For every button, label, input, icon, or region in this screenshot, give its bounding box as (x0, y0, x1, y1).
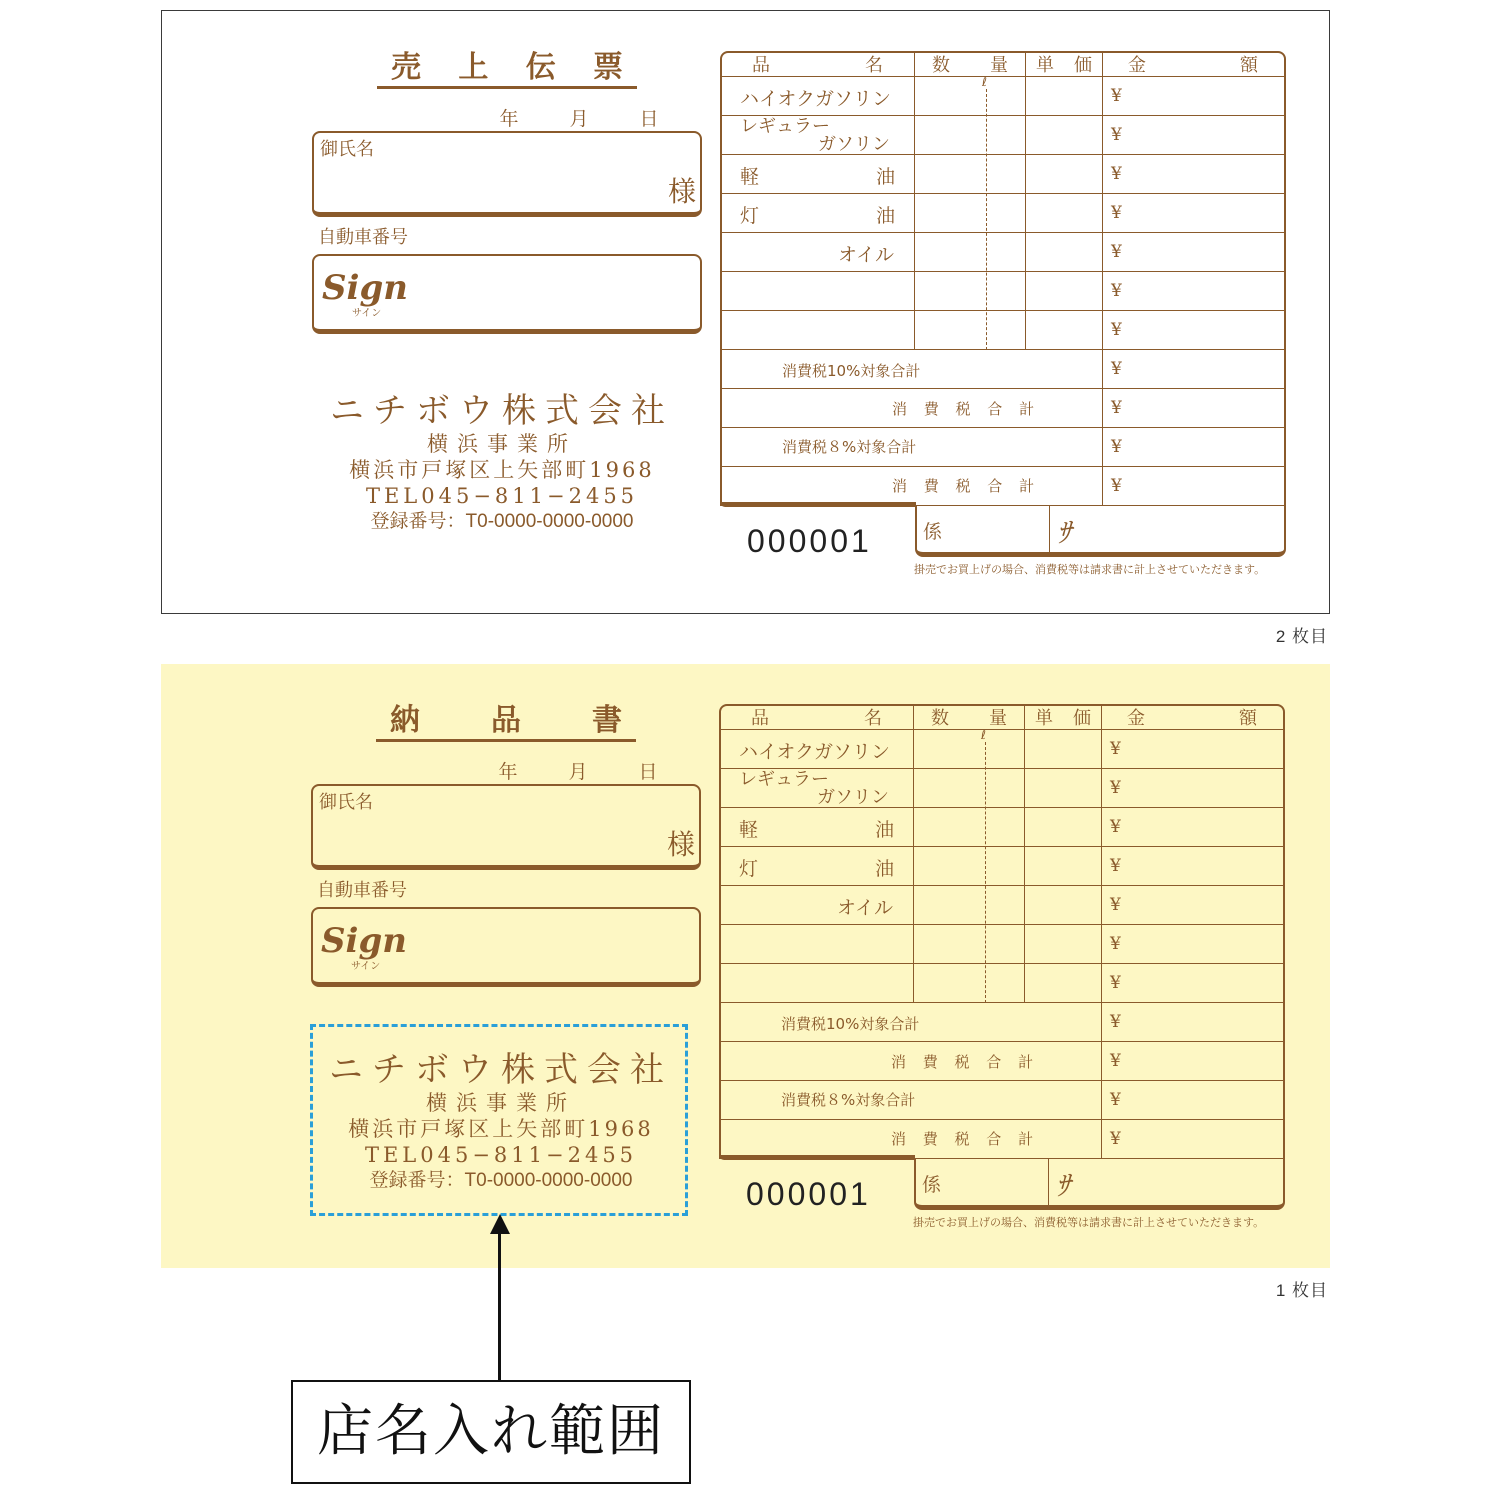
yen-mark: ¥ (1110, 817, 1121, 837)
sign-word: Sign (321, 921, 407, 961)
staff-stamp-mark: ｻ (1057, 516, 1072, 549)
table-row[interactable] (719, 886, 1285, 925)
table-row[interactable] (719, 808, 1285, 847)
company-tel: TEL045−811−2455 (365, 484, 639, 508)
item-regular: レギュラー (739, 769, 829, 790)
day-label: 日 (638, 761, 658, 783)
yen-mark: ¥ (1110, 1012, 1121, 1032)
company-block (311, 1050, 691, 1194)
liter-mark: ℓ (982, 75, 987, 89)
column-divider (1024, 704, 1025, 1003)
yen-mark: ¥ (1110, 778, 1121, 798)
yen-mark: ¥ (1110, 1051, 1121, 1071)
item-kerosene: 灯 (739, 858, 759, 880)
office-name: 横浜事業所 (426, 1091, 576, 1115)
header-amount: 金 (1127, 708, 1145, 729)
title-char: 品 (491, 703, 521, 738)
table-bottom-edge (719, 1155, 915, 1160)
header-item: 名 (864, 708, 882, 729)
customer-name-field[interactable] (311, 784, 701, 870)
yen-mark: ¥ (1111, 437, 1122, 457)
item-regular: ガソリン (817, 787, 889, 808)
item-regular: ガソリン (818, 134, 890, 155)
tax-total-label: 消 費 税 合 計 (891, 1130, 1040, 1148)
year-label: 年 (499, 108, 519, 130)
form-title (376, 704, 636, 742)
tax-total-label: 消 費 税 合 計 (892, 400, 1041, 418)
header-amount: 額 (1240, 55, 1258, 76)
company-address: 横浜市戸塚区上矢部町1968 (348, 1117, 654, 1141)
decimal-divider (985, 742, 986, 1003)
tax-total-label: 消 費 税 合 計 (891, 1053, 1040, 1071)
footnote: 掛売でお買上げの場合、消費税等は請求書に計上させていただきます。 (914, 563, 1266, 576)
header-unit-price: 単 (1036, 55, 1054, 76)
sheet-label-1: 1 枚目 (1275, 1281, 1328, 1300)
header-amount: 額 (1239, 708, 1257, 729)
title-char: 票 (592, 50, 623, 85)
header-unit-price: 価 (1073, 708, 1091, 729)
table-row[interactable] (720, 272, 1286, 311)
staff-label: 係 (923, 521, 943, 543)
item-high-octane: ハイオクガソリン (740, 88, 892, 110)
decimal-divider (986, 89, 987, 350)
staff-divider (1049, 505, 1050, 552)
company-name: ニチボウ株式会社 (330, 391, 674, 431)
table-row[interactable] (720, 194, 1286, 233)
sales-slip-sheet (161, 10, 1330, 614)
tax8-subtotal-label: 消費税８%対象合計 (781, 1091, 916, 1109)
company-name: ニチボウ株式会社 (329, 1050, 673, 1090)
header-unit-price: 単 (1035, 708, 1053, 729)
shop-name-area-callout: 店名入れ範囲 (291, 1380, 691, 1484)
staff-box[interactable] (914, 1158, 1285, 1210)
column-divider (1025, 51, 1026, 350)
car-number-label: 自動車番号 (318, 227, 408, 248)
item-light-oil: 油 (876, 166, 896, 188)
date-line (474, 104, 684, 131)
tax-total-label: 消 費 税 合 計 (892, 477, 1041, 495)
registration-number: 登録番号：T0-0000-0000-0000 (370, 511, 634, 532)
honorific: 様 (667, 175, 696, 208)
customer-name-field[interactable] (312, 131, 702, 217)
company-block (312, 391, 692, 535)
header-qty: 数 (931, 708, 949, 729)
title-char: 伝 (525, 50, 556, 85)
yen-mark: ¥ (1111, 164, 1122, 184)
column-divider (1102, 51, 1103, 506)
yen-mark: ¥ (1111, 203, 1122, 223)
month-label: 月 (569, 108, 589, 130)
item-high-octane: ハイオクガソリン (739, 741, 891, 763)
delivery-note-sheet (161, 664, 1330, 1268)
header-item: 品 (752, 55, 770, 76)
company-address: 横浜市戸塚区上矢部町1968 (349, 458, 655, 482)
yen-mark: ¥ (1111, 125, 1122, 145)
honorific: 様 (666, 828, 695, 861)
header-amount: 金 (1128, 55, 1146, 76)
yen-mark: ¥ (1110, 739, 1121, 759)
item-kerosene: 油 (876, 205, 896, 227)
sheet-label-2: 2 枚目 (1275, 627, 1328, 646)
staff-label: 係 (922, 1174, 942, 1196)
liter-mark: ℓ (981, 728, 986, 742)
serial-number: 000001 (746, 1176, 871, 1212)
serial-number: 000001 (747, 523, 872, 559)
registration-number: 登録番号：T0-0000-0000-0000 (369, 1170, 633, 1191)
header-qty: 量 (989, 708, 1007, 729)
header-qty: 量 (990, 55, 1008, 76)
item-kerosene: 灯 (740, 205, 760, 227)
title-char: 売 (391, 50, 421, 85)
yen-mark: ¥ (1111, 398, 1122, 418)
column-divider (914, 51, 915, 350)
header-unit-price: 価 (1074, 55, 1092, 76)
yen-mark: ¥ (1110, 1129, 1121, 1149)
office-name: 横浜事業所 (427, 432, 577, 456)
yen-mark: ¥ (1111, 242, 1122, 262)
header-item: 名 (865, 55, 883, 76)
header-item: 品 (751, 708, 769, 729)
header-qty: 数 (932, 55, 950, 76)
year-label: 年 (498, 761, 518, 783)
item-oil: オイル (837, 897, 894, 919)
yen-mark: ¥ (1111, 359, 1122, 379)
yen-mark: ¥ (1111, 281, 1122, 301)
day-label: 日 (639, 108, 659, 130)
form-title (377, 51, 637, 89)
signature-field[interactable] (311, 907, 701, 987)
yen-mark: ¥ (1110, 856, 1121, 876)
table-row[interactable] (720, 311, 1286, 350)
item-light-oil: 軽 (740, 166, 760, 188)
car-number-label: 自動車番号 (317, 880, 407, 901)
yen-mark: ¥ (1110, 1090, 1121, 1110)
customer-name-label: 御氏名 (319, 792, 373, 813)
table-bottom-edge (720, 502, 916, 507)
tax10-subtotal-label: 消費税10%対象合計 (781, 1015, 920, 1033)
tax8-subtotal-label: 消費税８%対象合計 (782, 438, 917, 456)
yen-mark: ¥ (1110, 895, 1121, 915)
signature-field[interactable] (312, 254, 702, 334)
item-light-oil: 軽 (739, 819, 759, 841)
yen-mark: ¥ (1111, 86, 1122, 106)
staff-box[interactable] (915, 505, 1286, 557)
item-oil: オイル (838, 244, 895, 266)
column-divider (1101, 704, 1102, 1159)
yen-mark: ¥ (1110, 934, 1121, 954)
arrow-shaft (498, 1230, 501, 1380)
date-line (473, 757, 683, 784)
yen-mark: ¥ (1111, 320, 1122, 340)
table-row[interactable] (719, 925, 1285, 964)
title-char: 書 (592, 703, 622, 738)
item-light-oil: 油 (875, 819, 895, 841)
yen-mark: ¥ (1110, 973, 1121, 993)
yen-mark: ¥ (1111, 476, 1122, 496)
staff-stamp-mark: ｻ (1056, 1169, 1071, 1202)
item-kerosene: 油 (875, 858, 895, 880)
table-row[interactable] (720, 155, 1286, 194)
sign-word: Sign (322, 268, 408, 308)
title-char: 上 (458, 50, 489, 85)
company-tel: TEL045−811−2455 (364, 1143, 638, 1167)
footnote: 掛売でお買上げの場合、消費税等は請求書に計上させていただきます。 (913, 1216, 1265, 1229)
table-row[interactable] (719, 964, 1285, 1003)
customer-name-label: 御氏名 (320, 139, 374, 160)
month-label: 月 (568, 761, 588, 783)
title-char: 納 (390, 703, 420, 738)
item-regular: レギュラー (740, 116, 830, 137)
sign-kana: サイン (351, 961, 381, 972)
table-row[interactable] (719, 847, 1285, 886)
sign-kana: サイン (352, 308, 382, 319)
table-row[interactable] (720, 233, 1286, 272)
column-divider (913, 704, 914, 1003)
staff-divider (1048, 1158, 1049, 1205)
tax10-subtotal-label: 消費税10%対象合計 (782, 362, 921, 380)
